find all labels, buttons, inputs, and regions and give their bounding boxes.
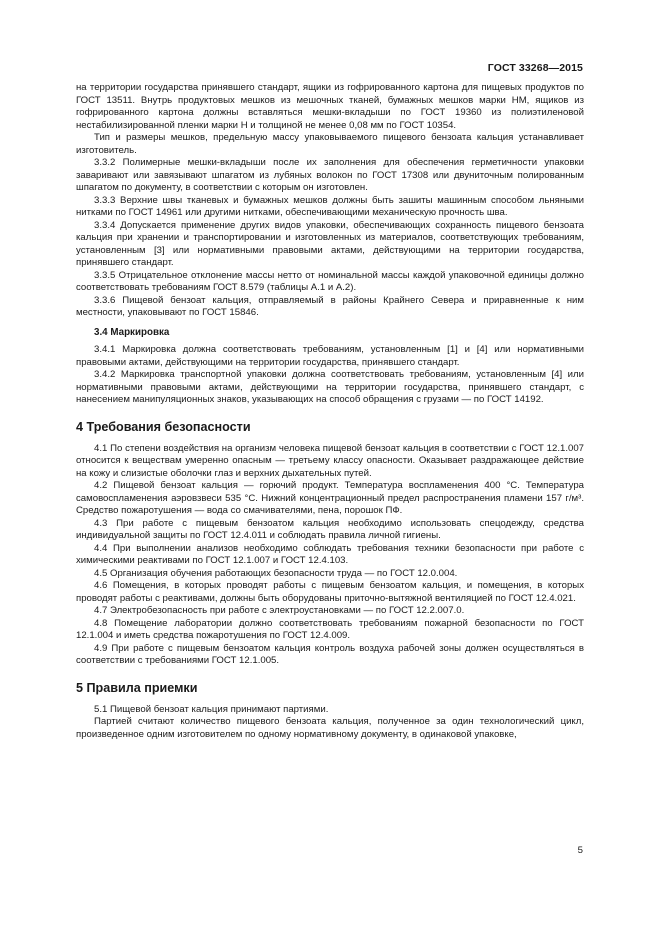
paragraph: 5.1 Пищевой бензоат кальция принимают партиями. bbox=[94, 703, 329, 715]
paragraph: 4.7 Электробезопасность при работе с электроустановками — по ГОСТ 12.2.007.0. bbox=[94, 605, 465, 616]
paragraph: 3.3.3 Верхние швы тканевых и бумажных мешков должны быть зашиты машинным способом льняными нитками по ГОСТ 14961 или другими нитками, обеспечивающими механическую прочность шва. bbox=[76, 194, 584, 218]
paragraph: 3.3.2 Полимерные мешки-вкладыши после их заполнения для обеспечения герметичности упаковки заваривают или завязывают шпагатом из лубяных волокон по ГОСТ 17308 или двуниточным полированным шпагатом по документу, в соответствии с которым он изготовлен. bbox=[76, 157, 584, 193]
paragraph: 4.8 Помещение лаборатории должно соответствовать требованиям пожарной безопасности по ГОСТ 12.1.004 и иметь средства пожаротушения по ГОСТ 12.4.009. bbox=[76, 617, 584, 641]
section-heading-4: 4 Требования безопасности bbox=[76, 419, 251, 434]
paragraph: 3.4.2 Маркировка транспортной упаковки должна соответствовать требованиям, установленным [4] или нормативными правовыми актами, действующими на территории государства, принявшего стандарт, с нанесением манипуляционных знаков, указывающих на способ обращения с грузами — по ГОСТ 14192. bbox=[76, 369, 584, 405]
paragraph: 4.4 При выполнении анализов необходимо соблюдать требования техники безопасности при работе с химическими реактивами по ГОСТ 12.1.007 и ГОСТ 12.4.103. bbox=[76, 542, 584, 566]
paragraph: Тип и размеры мешков, предельную массу упаковываемого пищевого бензоата кальция устанавливает изготовитель. bbox=[76, 132, 584, 156]
paragraph: 4.2 Пищевой бензоат кальция — горючий продукт. Температура воспламенения 400 °С. Температура самовоспламенения аэровзвеси 535 °С. Нижний концентрационный предел распространения пламени 157 г/м³. Средство пожаротушения — вода со смачивателями, пена, порошок ПФ. bbox=[76, 480, 584, 516]
paragraph: 3.3.4 Допускается применение других видов упаковки, обеспечивающих сохранность пищевого бензоата кальция при хранении и транспортировании и изготовленных из материалов, соответствующих требованиям, установленным [3] или нормативными правовыми актами, действующими на территории государства, принявшего стандарт. bbox=[76, 219, 584, 268]
page-number: 5 bbox=[577, 845, 583, 856]
paragraph: 3.4.1 Маркировка должна соответствовать требованиям, установленным [1] и [4] или нормативными правовыми актами, действующими на территории государства, принявшего стандарт. bbox=[76, 344, 584, 368]
paragraph: 4.1 По степени воздействия на организм человека пищевой бензоат кальция в соответствии с ГОСТ 12.1.007 относится к веществам умеренно опасным — третьему классу опасности. Оказывает раздражающее действие на кожу и слизистые оболочки глаз и верхних дыхательных путей. bbox=[76, 442, 584, 479]
paragraph: Партией считают количество пищевого бензоата кальция, полученное за один технологический цикл, произведенное одним изготовителем по одному нормативному документу, в одинаковой упаковке, bbox=[76, 716, 584, 740]
document-number: ГОСТ 33268—2015 bbox=[487, 62, 583, 74]
section-heading-3-4: 3.4 Маркировка bbox=[94, 326, 170, 338]
paragraph: 4.9 При работе с пищевым бензоатом кальция контроль воздуха рабочей зоны должен осуществляться в соответствии с требованиями ГОСТ 12.1.005. bbox=[76, 642, 584, 666]
document-body bbox=[76, 82, 584, 741]
section-heading-5: 5 Правила приемки bbox=[76, 680, 198, 695]
paragraph: на территории государства принявшего стандарт, ящики из гофрированного картона для пищевых продуктов по ГОСТ 13511. Внутрь продуктовых мешков из мешочных тканей, бумажных мешков марки НМ, ящиков из гофрированного картона должны вставляться мешки-вкладыши по ГОСТ 19360 из полиэтиленовой нестабилизированной пленки марки Н и толщиной не менее 0,08 мм по ГОСТ 10354. bbox=[76, 82, 584, 131]
paragraph: 4.3 При работе с пищевым бензоатом кальция необходимо использовать спецодежду, средства индивидуальной защиты по ГОСТ 12.4.011 и соблюдать правила личной гигиены. bbox=[76, 517, 584, 541]
paragraph: 4.5 Организация обучения работающих безопасности труда — по ГОСТ 12.0.004. bbox=[94, 567, 458, 579]
paragraph: 3.3.6 Пищевой бензоат кальция, отправляемый в районы Крайнего Севера и приравненные к ним местности, упаковывают по ГОСТ 15846. bbox=[76, 294, 584, 318]
paragraph: 3.3.5 Отрицательное отклонение массы нетто от номинальной массы каждой упаковочной единицы должно соответствовать требованиям ГОСТ 8.579 (таблицы А.1 и А.2). bbox=[76, 269, 584, 293]
paragraph: 4.6 Помещения, в которых проводят работы с пищевым бензоатом кальция, и помещения, в которых проводят работы с реактивами, должны быть оборудованы приточно-вытяжной вентиляцией по ГОСТ 12.4.021. bbox=[76, 580, 584, 604]
